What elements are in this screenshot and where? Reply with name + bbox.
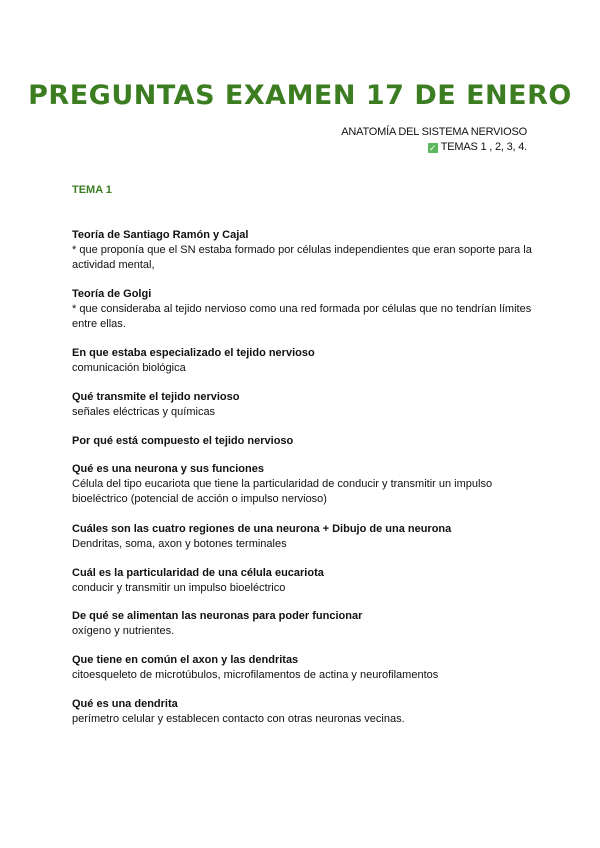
question-item <box>72 434 532 449</box>
answer-text: Célula del tipo eucariota que tiene la particularidad de conducir y transmitir un impulso bioeléctrico (potencial de acción o impulso nervioso) <box>72 478 493 506</box>
answer-text: señales eléctricas y químicas <box>72 406 216 419</box>
answer-text: citoesqueleto de microtúbulos, microfilamentos de actina y neurofilamentos <box>72 669 439 682</box>
question-item <box>72 522 532 552</box>
topics-line <box>428 141 527 153</box>
question-text: Qué es una dendrita <box>72 698 178 710</box>
question-text: Cuáles son las cuatro regiones de una neurona + Dibujo de una neurona <box>72 523 452 535</box>
answer-text: * que consideraba al tejido nervioso como una red formada por células que no tendrían límites entre ellas. <box>72 303 532 331</box>
question-text: Qué transmite el tejido nervioso <box>72 391 240 403</box>
question-text: En que estaba especializado el tejido nervioso <box>72 347 315 359</box>
answer-text: conducir y transmitir un impulso bioeléctrico <box>72 582 286 595</box>
question-item <box>72 346 532 376</box>
question-text: Teoría de Golgi <box>72 288 152 300</box>
question-text: Qué es una neurona y sus funciones <box>72 463 264 475</box>
section-heading: TEMA 1 <box>72 184 112 196</box>
answer-text: oxígeno y nutrientes. <box>72 625 175 638</box>
page-title: PREGUNTAS EXAMEN 17 DE ENERO <box>28 80 572 111</box>
question-text: Que tiene en común el axon y las dendritas <box>72 654 299 666</box>
question-text: Teoría de Santiago Ramón y Cajal <box>72 229 249 241</box>
question-item <box>72 609 532 639</box>
question-item <box>72 462 532 508</box>
question-item <box>72 228 532 274</box>
question-item <box>72 653 532 683</box>
question-text: Cuál es la particularidad de una célula eucariota <box>72 567 324 579</box>
question-item <box>72 697 532 727</box>
answer-text: comunicación biológica <box>72 362 186 375</box>
answer-text: perímetro celular y establecen contacto con otras neuronas vecinas. <box>72 713 405 726</box>
question-item <box>72 287 532 333</box>
topics-label: TEMAS 1 , 2, 3, 4. <box>440 141 527 153</box>
question-item <box>72 390 532 420</box>
answer-text: Dendritas, soma, axon y botones terminales <box>72 538 287 551</box>
answer-text: * que proponía que el SN estaba formado por células independientes que eran soporte para la actividad mental, <box>72 244 532 272</box>
question-text: De qué se alimentan las neuronas para poder funcionar <box>72 610 363 622</box>
subject-label: ANATOMÍA DEL SISTEMA NERVIOSO <box>341 126 527 138</box>
checkmark-icon: ✓ <box>429 143 437 153</box>
question-item <box>72 566 532 596</box>
question-text: Por qué está compuesto el tejido nervioso <box>72 435 294 447</box>
